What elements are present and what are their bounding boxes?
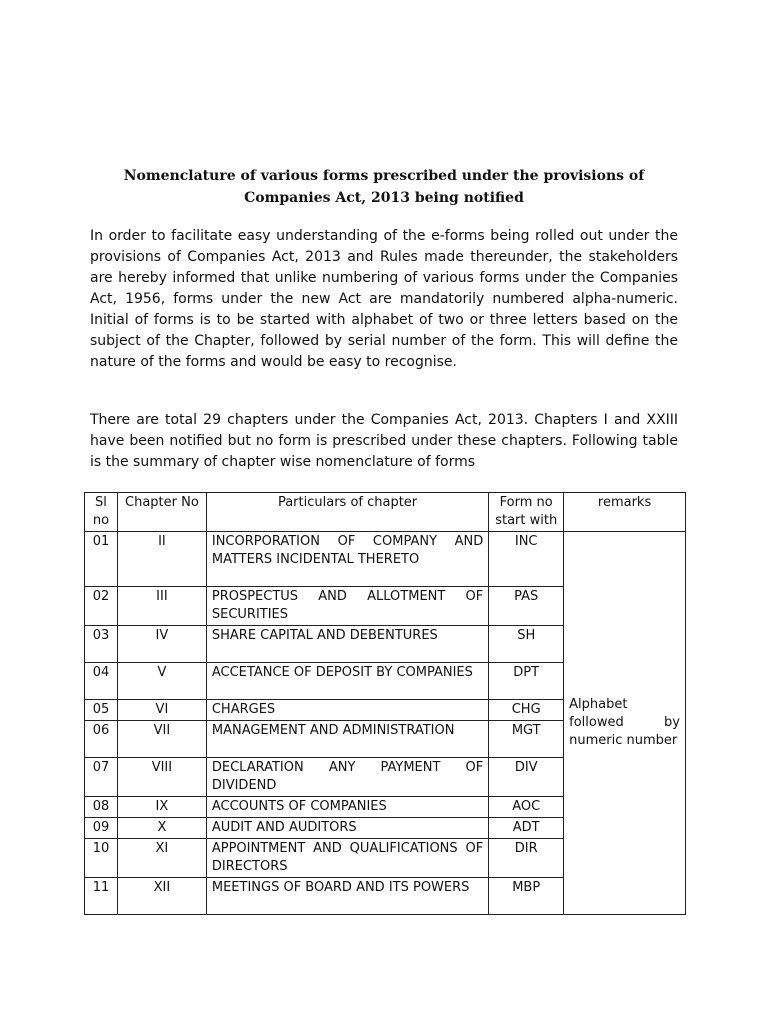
header-form-no: Form no start with — [489, 493, 564, 532]
header-chapter-no: Chapter No — [117, 493, 206, 532]
cell-sl-no: 11 — [85, 878, 118, 915]
cell-particulars: CHARGES — [206, 700, 488, 721]
table-header-row — [85, 493, 686, 532]
cell-sl-no: 09 — [85, 818, 118, 839]
cell-chapter-no: III — [117, 587, 206, 626]
forms-table — [84, 492, 686, 915]
cell-chapter-no: XI — [117, 839, 206, 878]
cell-particulars: AUDIT AND AUDITORS — [206, 818, 488, 839]
cell-form-prefix: ADT — [489, 818, 564, 839]
cell-sl-no: 08 — [85, 797, 118, 818]
cell-form-prefix: DPT — [489, 663, 564, 700]
header-sl-no: Sl no — [85, 493, 118, 532]
cell-chapter-no: VIII — [117, 758, 206, 797]
cell-form-prefix: MGT — [489, 721, 564, 758]
cell-particulars: INCORPORATION OF COMPANY AND MATTERS INCIDENTAL THERETO — [206, 532, 488, 587]
cell-form-prefix: SH — [489, 626, 564, 663]
table-row — [85, 532, 686, 587]
cell-chapter-no: IX — [117, 797, 206, 818]
cell-form-prefix: INC — [489, 532, 564, 587]
cell-particulars: MANAGEMENT AND ADMINISTRATION — [206, 721, 488, 758]
cell-form-prefix: PAS — [489, 587, 564, 626]
cell-particulars: PROSPECTUS AND ALLOTMENT OF SECURITIES — [206, 587, 488, 626]
cell-sl-no: 01 — [85, 532, 118, 587]
cell-particulars: ACCOUNTS OF COMPANIES — [206, 797, 488, 818]
cell-chapter-no: XII — [117, 878, 206, 915]
cell-chapter-no: IV — [117, 626, 206, 663]
cell-sl-no: 03 — [85, 626, 118, 663]
cell-form-prefix: MBP — [489, 878, 564, 915]
cell-form-prefix: AOC — [489, 797, 564, 818]
cell-particulars: APPOINTMENT AND QUALIFICATIONS OF DIRECTORS — [206, 839, 488, 878]
cell-form-prefix: CHG — [489, 700, 564, 721]
intro-paragraph: In order to facilitate easy understanding of the e-forms being rolled out under the provisions of Companies Act, 2013 and Rules made thereunder, the stakeholders are hereby informed that unlike numbering of various forms under the Companies Act, 1956, forms under the new Act are mandatorily numbered alpha-numeric. Initial of forms is to be started with alphabet of two or three letters based on the subject of the Chapter, followed by serial number of the form. This will define the nature of the forms and would be easy to recognise. — [90, 228, 678, 370]
title-line-2: Companies Act, 2013 being notified — [244, 190, 524, 206]
title-line-1: Nomenclature of various forms prescribed under the provisions of — [123, 168, 645, 184]
document-title — [88, 165, 680, 209]
cell-particulars: MEETINGS OF BOARD AND ITS POWERS — [206, 878, 488, 915]
cell-form-prefix: DIR — [489, 839, 564, 878]
cell-sl-no: 10 — [85, 839, 118, 878]
cell-sl-no: 07 — [85, 758, 118, 797]
summary-paragraph: There are total 29 chapters under the Companies Act, 2013. Chapters I and XXIII have been notified but no form is prescribed under these chapters. Following table is the summary of chapter wise nomenclature of forms — [90, 412, 678, 470]
cell-sl-no: 05 — [85, 700, 118, 721]
cell-chapter-no: II — [117, 532, 206, 587]
cell-chapter-no: V — [117, 663, 206, 700]
cell-particulars: DECLARATION ANY PAYMENT OF DIVIDEND — [206, 758, 488, 797]
cell-form-prefix: DIV — [489, 758, 564, 797]
cell-chapter-no: VI — [117, 700, 206, 721]
header-remarks: remarks — [564, 493, 686, 532]
cell-sl-no: 06 — [85, 721, 118, 758]
cell-sl-no: 02 — [85, 587, 118, 626]
cell-chapter-no: X — [117, 818, 206, 839]
cell-particulars: SHARE CAPITAL AND DEBENTURES — [206, 626, 488, 663]
cell-sl-no: 04 — [85, 663, 118, 700]
cell-particulars: ACCETANCE OF DEPOSIT BY COMPANIES — [206, 663, 488, 700]
header-particulars: Particulars of chapter — [206, 493, 488, 532]
cell-chapter-no: VII — [117, 721, 206, 758]
cell-remarks: Alphabet followed by numeric number — [564, 532, 686, 915]
